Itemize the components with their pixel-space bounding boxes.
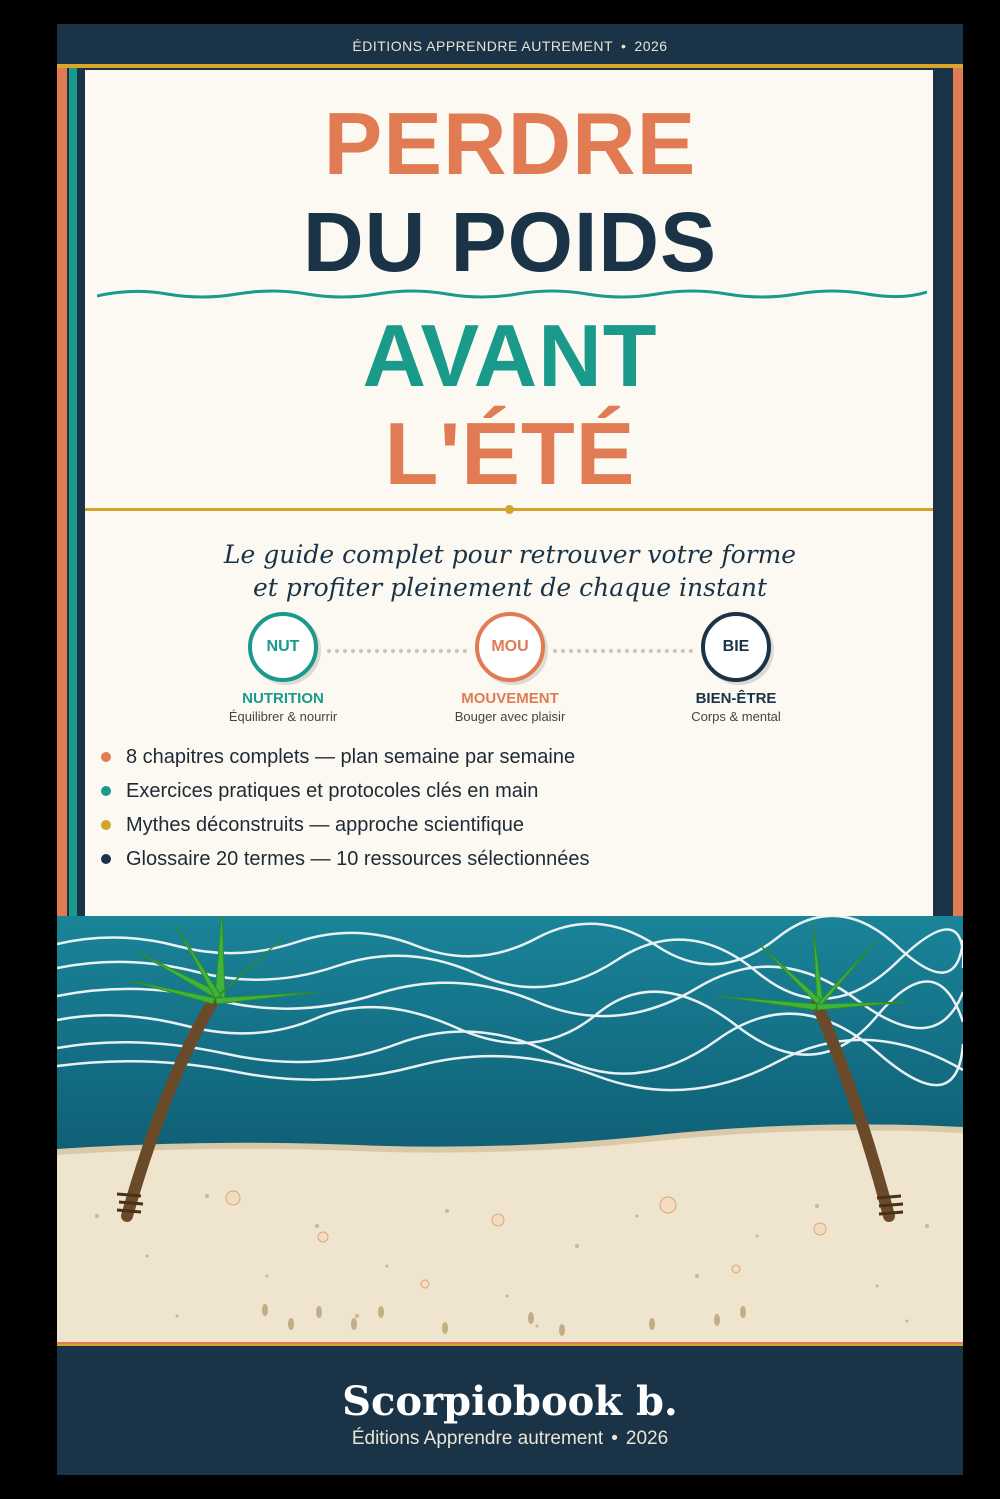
feature-item bbox=[101, 774, 590, 808]
header-year: 2026 bbox=[634, 38, 668, 54]
publisher-name: ÉDITIONS APPRENDRE AUTREMENT bbox=[352, 38, 614, 54]
bien-etre-desc: Corps & mental bbox=[691, 709, 781, 724]
feature-item bbox=[101, 842, 590, 876]
sand bbox=[57, 1127, 963, 1344]
bullet-icon bbox=[101, 786, 111, 796]
feature-item bbox=[101, 808, 590, 842]
header-separator: • bbox=[621, 38, 627, 54]
beach-illustration bbox=[57, 916, 963, 1344]
title-line-1: PERDRE bbox=[323, 94, 697, 193]
subtitle-line-1: Le guide complet pour retrouver votre forme bbox=[223, 540, 797, 569]
feature-text: Glossaire 20 termes — 10 ressources sélectionnées bbox=[126, 848, 590, 870]
feature-list bbox=[101, 740, 590, 876]
bullet-icon bbox=[101, 854, 111, 864]
bien-etre-badge: BIE bbox=[701, 612, 771, 682]
footer-imprint bbox=[57, 1428, 963, 1450]
book-cover bbox=[57, 24, 963, 1475]
subtitle-line-2: et profiter pleinement de chaque instant bbox=[252, 573, 768, 602]
mouvement-badge: MOU bbox=[475, 612, 545, 682]
pillar-mouvement bbox=[410, 612, 610, 724]
imprint-separator: • bbox=[611, 1428, 618, 1449]
nutrition-badge: NUT bbox=[248, 612, 318, 682]
title-line-4: L'ÉTÉ bbox=[384, 404, 636, 503]
imprint-year: 2026 bbox=[625, 1428, 669, 1449]
gold-divider-dot bbox=[505, 505, 514, 514]
pillar-nutrition bbox=[183, 612, 383, 724]
mouvement-desc: Bouger avec plaisir bbox=[454, 709, 566, 724]
title-line-3: AVANT bbox=[362, 306, 658, 405]
author-name: Scorpiobook b. bbox=[342, 1378, 678, 1425]
feature-text: Exercices pratiques et protocoles clés en main bbox=[126, 780, 539, 802]
bullet-icon bbox=[101, 820, 111, 830]
gold-top-rule bbox=[57, 64, 963, 68]
wave-divider bbox=[97, 284, 927, 304]
feature-text: Mythes déconstruits — approche scientifique bbox=[126, 814, 524, 836]
nutrition-label: NUTRITION bbox=[242, 690, 324, 707]
imprint-name: Éditions Apprendre autrement bbox=[351, 1428, 604, 1449]
bullet-icon bbox=[101, 752, 111, 762]
title-line-2: DU POIDS bbox=[302, 195, 718, 289]
mouvement-label: MOUVEMENT bbox=[461, 690, 559, 707]
pillar-bien-etre bbox=[636, 612, 836, 724]
publisher-header bbox=[57, 24, 963, 64]
nutrition-desc: Équilibrer & nourrir bbox=[228, 709, 338, 724]
feature-text: 8 chapitres complets — plan semaine par semaine bbox=[126, 746, 576, 768]
bien-etre-label: BIEN-ÊTRE bbox=[695, 690, 777, 707]
feature-item bbox=[101, 740, 590, 774]
